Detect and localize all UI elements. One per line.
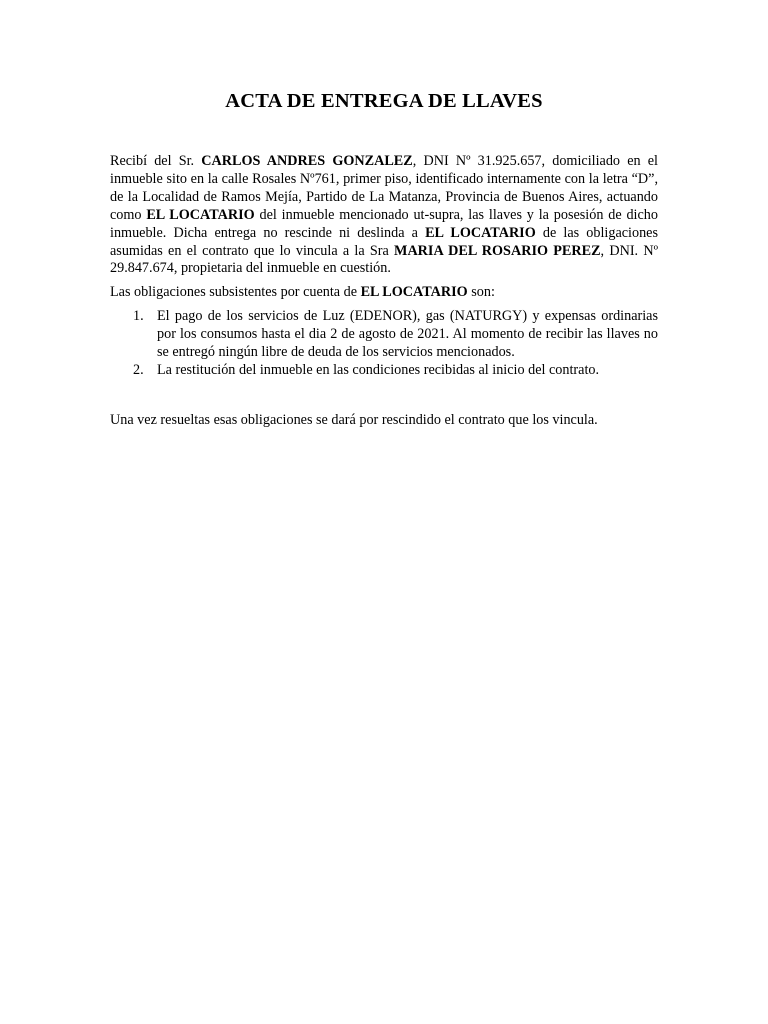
list-item bbox=[110, 308, 658, 362]
list-item-number: 2. bbox=[133, 361, 144, 378]
closing-paragraph: Una vez resueltas esas obligaciones se dará por rescindido el contrato que los vincula. bbox=[110, 411, 598, 428]
owner-name: MARIA DEL ROSARIO PEREZ bbox=[394, 242, 601, 259]
document-page bbox=[110, 88, 658, 430]
list-item-text: El pago de los servicios de Luz (EDENOR), gas (NATURGY) y expensas ordinarias por los consumos hasta el dia 2 de agosto de 2021. Al momento de recibir las llaves no se entregó ningún libre de deuda de los servicios mencionados. bbox=[157, 308, 658, 361]
document-title: ACTA DE ENTREGA DE LLAVES bbox=[225, 90, 543, 112]
obligations-list bbox=[110, 308, 658, 380]
tenant-role-1: EL LOCATARIO bbox=[146, 206, 255, 223]
receipt-paragraph bbox=[110, 153, 658, 278]
list-item-text: La restitución del inmueble en las condiciones recibidas al inicio del contrato. bbox=[157, 361, 600, 378]
list-item-number: 1. bbox=[133, 308, 144, 325]
tenant-name: CARLOS ANDRES GONZALEZ bbox=[201, 153, 413, 169]
obligations-intro-text-2: son: bbox=[467, 284, 495, 301]
receipt-text-1: Recibí del Sr. bbox=[110, 153, 202, 169]
receipt-text-2: , DNI Nº 31.925.657, domiciliado en el inmueble sito en la calle Rosales Nº761, primer piso, identificado internamente con la letra “D”, de la Localidad de Ramos Mejía, Partido de La Matanza, Provincia de Buenos Aires, actuando como bbox=[110, 153, 658, 223]
obligations-intro bbox=[110, 284, 658, 302]
tenant-role-3: EL LOCATARIO bbox=[360, 284, 468, 301]
receipt-text-4: de las obligaciones asumidas en el contrato que lo vincula a la Sra bbox=[110, 224, 658, 259]
tenant-role-2: EL LOCATARIO bbox=[425, 224, 536, 241]
receipt-text-3: del inmueble mencionado ut-supra, las llaves y la posesión de dicho inmueble. Dicha entrega no rescinde ni deslinda a bbox=[110, 206, 658, 241]
receipt-text-5: , DNI. Nº 29.847.674, propietaria del inmueble en cuestión. bbox=[110, 242, 658, 277]
obligations-intro-text-1: Las obligaciones subsistentes por cuenta de bbox=[110, 284, 361, 301]
list-item bbox=[110, 362, 658, 380]
